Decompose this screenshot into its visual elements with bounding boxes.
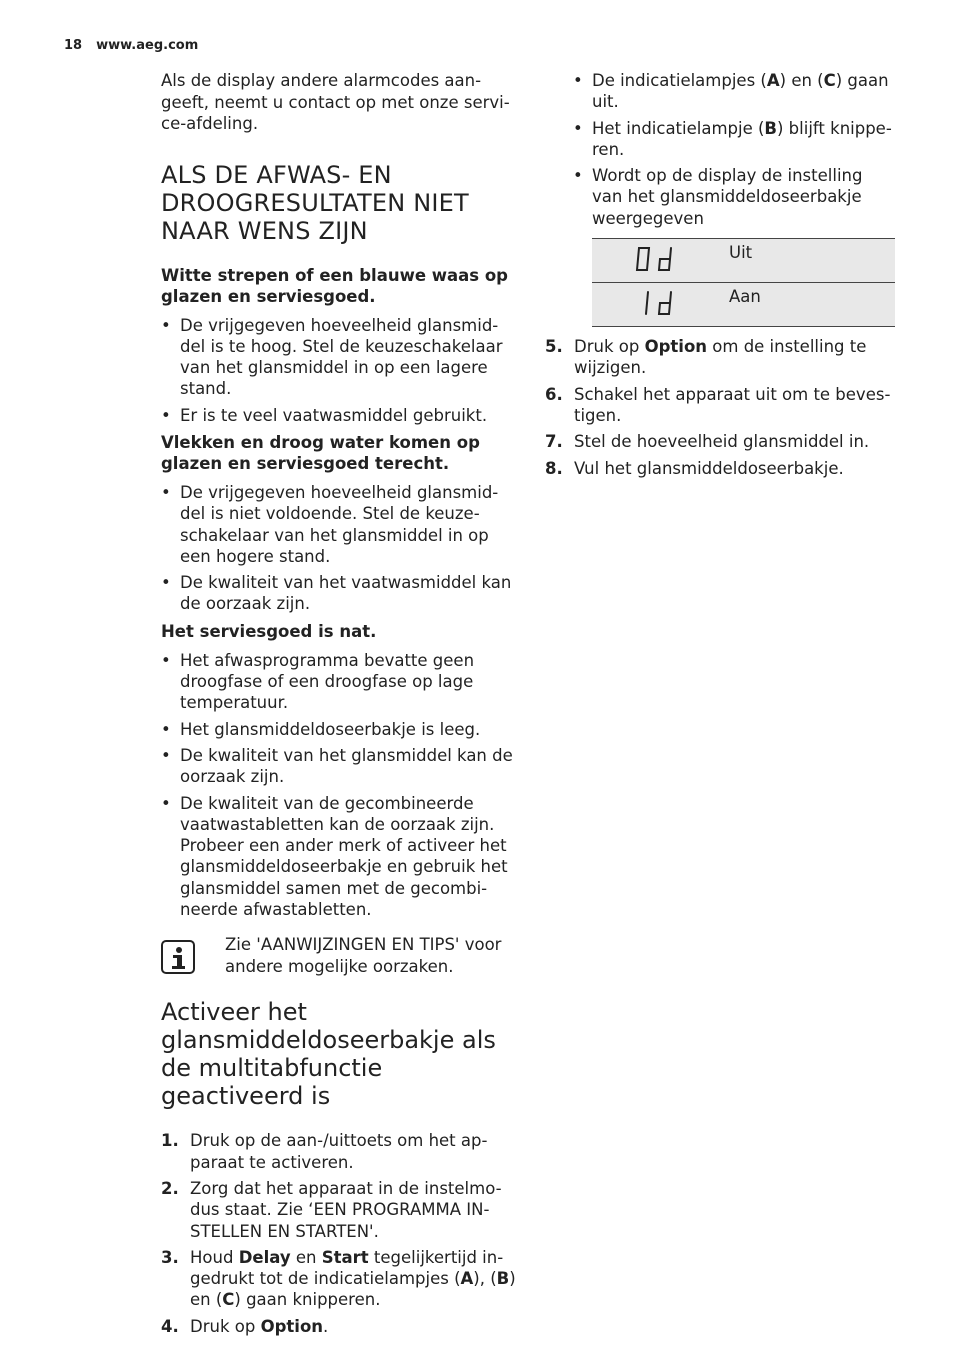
step-list [545,336,895,479]
list-item: • Wordt op de display de instelling van het glansmiddeldoseerbakje weergegeven [573,166,863,228]
list-item: • Het afwasprogramma bevatte geen droogfase of een droogfase op lage temperatuur. [161,650,475,713]
list-item: • De kwaliteit van het vaatwasmiddel kan de oorzaak zijn. [161,573,512,614]
cause-list [161,650,517,921]
segment-1d-icon [592,283,729,327]
table-row [592,283,895,327]
step-item: 4. Druk op Option. [161,1316,329,1336]
left-column [161,70,517,1342]
cause-list [161,482,517,615]
step-item: 7. Stel de hoeveelheid glansmiddel in. [545,432,870,452]
section-title-activate: Activeer het glansmiddeldoseerbakje als de multitabfunctie geactiveerd is [161,998,496,1111]
list-item: • De kwaliteit van het glansmiddel kan de oorzaak zijn. [161,745,513,787]
info-icon [161,940,195,974]
table-row [592,239,895,283]
info-note-text: Zie 'AANWIJZINGEN EN TIPS' voor andere mogelijke oorzaken. [225,935,502,976]
setting-label: Uit [729,239,895,283]
list-item: • Het glansmiddeldoseerbakje is leeg. [161,719,481,739]
step-list [161,1130,517,1337]
section-title-results: ALS DE AFWAS- EN DROOGRESULTATEN NIET NAAR WENS ZIJN [161,160,469,245]
website-url[interactable]: www.aeg.com [96,38,199,53]
cause-list [161,315,517,426]
indicator-list [573,70,895,229]
list-item: • De vrijgegeven hoeveelheid glansmid-del is niet voldoende. Stel de keuze-schakelaar van het glansmiddel in op een hogere stand. [161,482,499,566]
step-item: 8. Vul het glansmiddeldoseerbakje. [545,458,844,478]
list-item: • Het indicatielampje (B) blijft knippe-ren. [573,118,892,159]
step-item: 5. Druk op Option om de instelling te wijzigen. [545,337,867,378]
step-item: 1. Druk op de aan-/uittoets om het ap-paraat te activeren. [161,1131,488,1172]
step-item: 2. Zorg dat het apparaat in de instelmo-dus staat. Zie ‘EEN PROGRAMMA IN-STELLEN EN STARTEN'. [161,1178,502,1241]
right-column [545,70,895,484]
list-item: • Er is te veel vaatwasmiddel gebruikt. [161,405,488,425]
step-item: 3. Houd Delay en Start tegelijkertijd in-gedrukt tot de indicatielampjes (A), (B) en (C) gaan knipperen. [161,1247,516,1310]
page-number: 18 [64,38,83,53]
intro-paragraph: Als de display andere alarmcodes aan-geeft, neemt u contact op met onze servi-ce-afdeling. [161,71,510,133]
list-item: • De indicatielampjes (A) en (C) gaan uit. [573,71,889,112]
step-item: 6. Schakel het apparaat uit om te beves-tigen. [545,384,891,425]
setting-label: Aan [729,283,895,327]
problem-title: Vlekken en droog water komen op glazen en serviesgoed terecht. [161,432,480,473]
list-item: • De vrijgegeven hoeveelheid glansmid-del is te hoog. Stel de keuzeschakelaar van het glansmiddel in op een lagere stand. [161,315,503,399]
info-note [161,934,517,978]
page-header [64,38,198,53]
segment-0d-icon [592,239,729,283]
problem-title: Witte strepen of een blauwe waas op glazen en serviesgoed. [161,265,508,306]
display-settings-table [592,238,895,327]
list-item: • De kwaliteit van de gecombineerde vaatwastabletten kan de oorzaak zijn. Probeer een ander merk of activeer het glansmiddeldoseerbakje en gebruik het glansmiddel samen met de gecombi-neerde afwastabletten. [161,793,508,920]
problem-title: Het serviesgoed is nat. [161,621,377,641]
